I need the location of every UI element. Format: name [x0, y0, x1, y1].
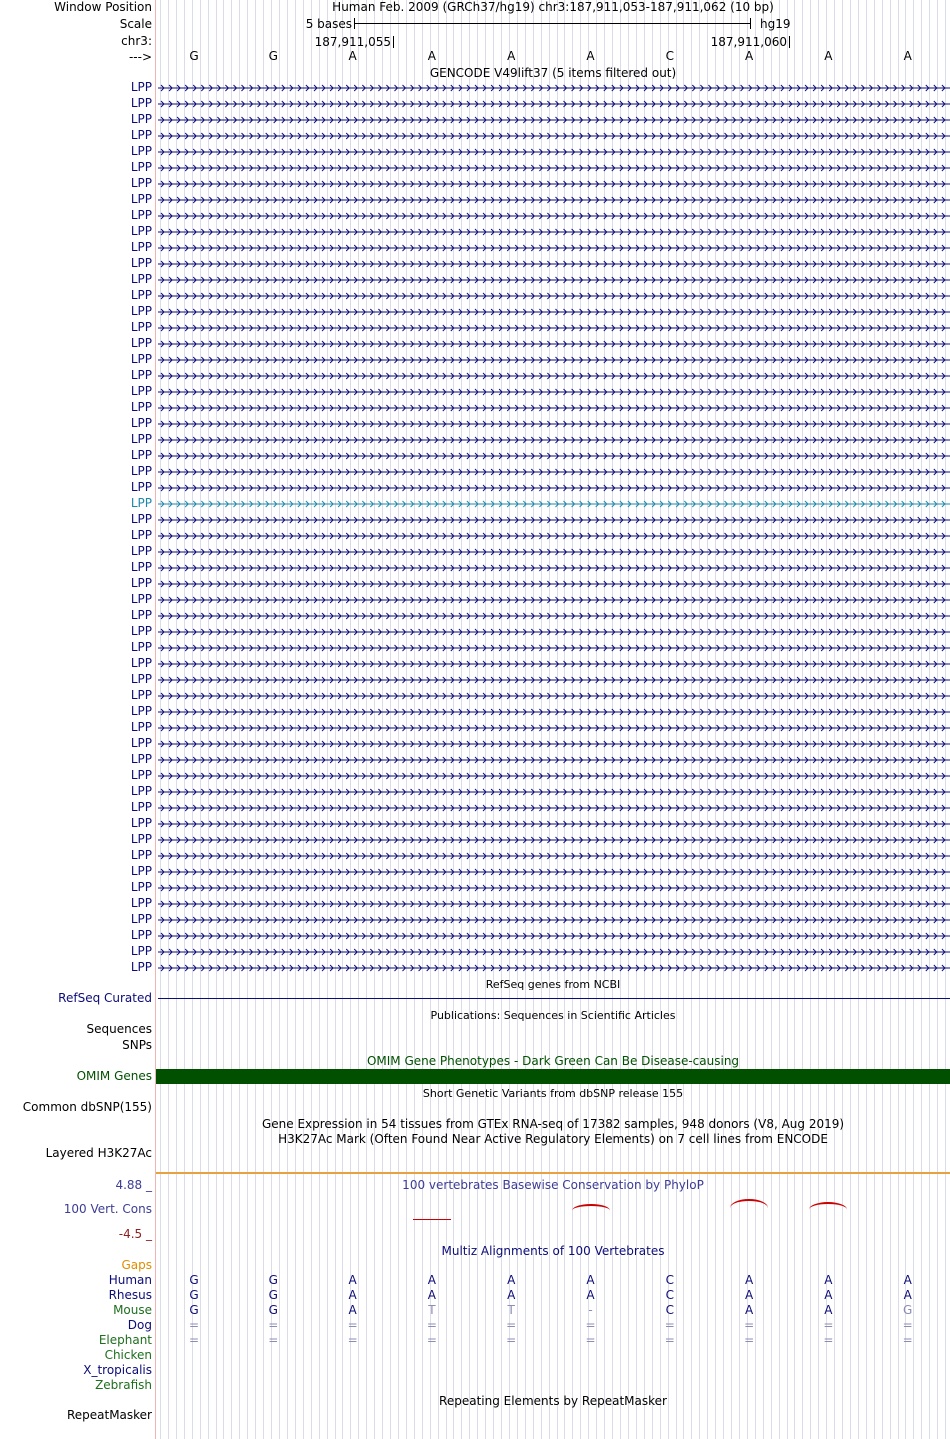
transcript-strand-arrows	[158, 324, 950, 332]
gencode-transcript-label[interactable]: LPP	[130, 784, 152, 798]
repeatmasker-track-title: Repeating Elements by RepeatMasker	[439, 1394, 667, 1408]
scale-label: Scale	[119, 17, 152, 31]
gencode-transcript-label[interactable]: LPP	[130, 832, 152, 846]
alignment-base: =	[585, 1318, 596, 1332]
species-label-elephant[interactable]: Elephant	[98, 1333, 152, 1347]
transcript-strand-arrows	[158, 244, 950, 252]
h3k27ac-track-label[interactable]: Layered H3K27Ac	[45, 1146, 152, 1160]
gencode-transcript-label[interactable]: LPP	[130, 848, 152, 862]
transcript-strand-arrows	[158, 772, 950, 780]
gencode-transcript-label[interactable]: LPP	[130, 624, 152, 638]
gencode-transcript-label[interactable]: LPP	[130, 224, 152, 238]
window-position-label: Window Position	[54, 0, 152, 14]
gtex-track-title: Gene Expression in 54 tissues from GTEx RNA-seq of 17382 samples, 948 donors (V8, Aug 2019)	[261, 1117, 845, 1131]
alignment-base: =	[823, 1318, 834, 1332]
position-left-tick	[393, 36, 394, 48]
gencode-transcript-label[interactable]: LPP	[130, 416, 152, 430]
transcript-strand-arrows	[158, 484, 950, 492]
assembly-position-line: Human Feb. 2009 (GRCh37/hg19) chr3:187,911,053-187,911,062 (10 bp)	[332, 0, 774, 14]
alignment-base: =	[902, 1333, 913, 1347]
gencode-transcript-label[interactable]: LPP	[130, 480, 152, 494]
transcript-strand-arrows	[158, 500, 950, 508]
alignment-base: =	[268, 1318, 279, 1332]
gencode-transcript[interactable]	[156, 916, 950, 932]
transcript-strand-arrows	[158, 852, 950, 860]
gencode-transcript[interactable]	[156, 500, 950, 516]
transcript-strand-arrows	[158, 164, 950, 172]
transcript-strand-arrows	[158, 564, 950, 572]
gencode-transcript[interactable]	[156, 436, 950, 452]
species-label-rhesus[interactable]: Rhesus	[108, 1288, 152, 1302]
gencode-transcript[interactable]	[156, 708, 950, 724]
dbsnp-track-title: Short Genetic Variants from dbSNP release 155	[422, 1087, 684, 1100]
gencode-transcript[interactable]	[156, 116, 950, 132]
scale-bar-left-end	[354, 18, 355, 29]
gencode-transcript-label[interactable]: LPP	[130, 720, 152, 734]
transcript-strand-arrows	[158, 388, 950, 396]
publications-track-title: Publications: Sequences in Scientific Articles	[430, 1009, 676, 1022]
transcript-strand-arrows	[158, 340, 950, 348]
gencode-transcript[interactable]	[156, 484, 950, 500]
sequence-base: A	[744, 49, 754, 63]
gencode-transcript[interactable]	[156, 676, 950, 692]
gencode-transcript-label[interactable]: LPP	[130, 944, 152, 958]
transcript-strand-arrows	[158, 884, 950, 892]
gencode-transcript-label[interactable]: LPP	[130, 432, 152, 446]
transcript-strand-arrows	[158, 292, 950, 300]
gencode-transcript-label[interactable]: LPP	[130, 192, 152, 206]
alignment-base: =	[506, 1318, 517, 1332]
alignment-base: =	[426, 1333, 437, 1347]
gencode-transcript[interactable]	[156, 180, 950, 196]
transcript-strand-arrows	[158, 804, 950, 812]
phylop-min-label: -4.5 _	[118, 1227, 152, 1241]
gencode-transcript-label[interactable]: LPP	[130, 528, 152, 542]
transcript-strand-arrows	[158, 276, 950, 284]
strand-label: --->	[128, 50, 152, 64]
transcript-strand-arrows	[158, 900, 950, 908]
alignment-base: =	[347, 1333, 358, 1347]
gencode-transcript-label[interactable]: LPP	[130, 816, 152, 830]
transcript-strand-arrows	[158, 356, 950, 364]
publications-snps-label[interactable]: SNPs	[122, 1038, 152, 1052]
gencode-transcript[interactable]	[156, 404, 950, 420]
refseq-track-label[interactable]: RefSeq Curated	[58, 991, 152, 1005]
transcript-strand-arrows	[158, 260, 950, 268]
transcript-strand-arrows	[158, 404, 950, 412]
gencode-transcript-label[interactable]: LPP	[130, 864, 152, 878]
transcript-strand-arrows	[158, 676, 950, 684]
transcript-strand-arrows	[158, 116, 950, 124]
alignment-base: A	[348, 1288, 357, 1302]
sequence-base: A	[903, 49, 912, 63]
species-label-mouse[interactable]: Mouse	[113, 1303, 152, 1317]
transcript-strand-arrows	[158, 612, 950, 620]
gencode-transcript-label[interactable]: LPP	[130, 704, 152, 718]
gencode-transcript-label[interactable]: LPP	[130, 144, 152, 158]
transcript-strand-arrows	[158, 436, 950, 444]
transcript-strand-arrows	[158, 836, 950, 844]
gencode-transcript-label[interactable]: LPP	[130, 672, 152, 686]
transcript-strand-arrows	[158, 788, 950, 796]
gencode-transcript[interactable]	[156, 372, 950, 388]
transcript-strand-arrows	[158, 180, 950, 188]
gencode-transcript[interactable]	[156, 852, 950, 868]
gencode-transcript-label[interactable]: LPP	[130, 320, 152, 334]
scale-bar-right-end	[750, 18, 751, 29]
gencode-transcript-label[interactable]: LPP	[130, 896, 152, 910]
gencode-transcript[interactable]	[156, 516, 950, 532]
alignment-base: G	[189, 1303, 199, 1317]
refseq-track-title: RefSeq genes from NCBI	[485, 978, 621, 991]
species-label-human[interactable]: Human	[108, 1273, 152, 1287]
gencode-transcript-label[interactable]: LPP	[130, 96, 152, 110]
multiz-gaps-label[interactable]: Gaps	[121, 1258, 152, 1272]
gencode-transcript[interactable]	[156, 788, 950, 804]
position-right: 187,911,060	[710, 35, 787, 49]
gencode-transcript[interactable]	[156, 948, 950, 964]
gencode-transcript-label[interactable]: LPP	[130, 592, 152, 606]
alignment-base: =	[188, 1333, 200, 1347]
gencode-transcript-label[interactable]: LPP	[130, 928, 152, 942]
transcript-strand-arrows	[158, 756, 950, 764]
sequence-base: A	[348, 49, 357, 63]
gencode-transcript[interactable]	[156, 196, 950, 212]
alignment-base: A	[348, 1273, 357, 1287]
transcript-strand-arrows	[158, 228, 950, 236]
gencode-transcript-label[interactable]: LPP	[130, 288, 152, 302]
alignment-base: G	[189, 1273, 199, 1287]
gencode-transcript-label[interactable]: LPP	[130, 496, 152, 510]
transcript-strand-arrows	[158, 820, 950, 828]
phylop-score-mark	[572, 1204, 610, 1217]
gencode-transcript-label[interactable]: LPP	[130, 912, 152, 926]
gencode-transcript-label[interactable]: LPP	[130, 544, 152, 558]
gencode-transcript[interactable]	[156, 260, 950, 276]
gencode-transcript[interactable]	[156, 84, 950, 100]
alignment-base: -	[588, 1303, 593, 1317]
transcript-strand-arrows	[158, 372, 950, 380]
gencode-transcript[interactable]	[156, 724, 950, 740]
gencode-transcript[interactable]	[156, 692, 950, 708]
alignment-base: =	[506, 1333, 517, 1347]
transcript-strand-arrows	[158, 660, 950, 668]
transcript-strand-arrows	[158, 548, 950, 556]
alignment-base: =	[585, 1333, 596, 1347]
omim-track-label[interactable]: OMIM Genes	[76, 1069, 152, 1083]
gencode-transcript[interactable]	[156, 532, 950, 548]
h3k27ac-track-title: H3K27Ac Mark (Often Found Near Active Regulatory Elements) on 7 cell lines from ENCODE	[278, 1132, 828, 1146]
gencode-transcript-label[interactable]: LPP	[130, 880, 152, 894]
multiz-track-title: Multiz Alignments of 100 Vertebrates	[441, 1244, 665, 1258]
gencode-transcript-label[interactable]: LPP	[130, 960, 152, 974]
gencode-transcript-label[interactable]: LPP	[130, 576, 152, 590]
alignment-base: A	[586, 1288, 595, 1302]
species-label-x_tropicalis[interactable]: X_tropicalis	[83, 1363, 152, 1377]
gencode-transcript-label[interactable]: LPP	[130, 240, 152, 254]
gencode-transcript[interactable]	[156, 580, 950, 596]
alignment-base: =	[744, 1318, 755, 1332]
alignment-base: A	[348, 1303, 357, 1317]
alignment-base: A	[427, 1288, 436, 1302]
position-left: 187,911,055	[314, 35, 391, 49]
transcript-strand-arrows	[158, 596, 950, 604]
transcript-strand-arrows	[158, 84, 950, 92]
transcript-strand-arrows	[158, 516, 950, 524]
alignment-base: A	[507, 1288, 516, 1302]
transcript-strand-arrows	[158, 212, 950, 220]
gencode-transcript[interactable]	[156, 420, 950, 436]
gencode-transcript[interactable]	[156, 148, 950, 164]
gencode-transcript[interactable]	[156, 628, 950, 644]
phylop-score-mark	[730, 1199, 768, 1217]
gencode-transcript[interactable]	[156, 452, 950, 468]
alignment-base: =	[664, 1333, 675, 1347]
sequence-base: A	[586, 49, 595, 63]
gencode-transcript[interactable]	[156, 740, 950, 756]
gencode-transcript[interactable]	[156, 388, 950, 404]
sequence-base: A	[507, 49, 516, 63]
gencode-transcript[interactable]	[156, 868, 950, 884]
dbsnp-track-label[interactable]: Common dbSNP(155)	[22, 1100, 152, 1114]
alignment-base: A	[903, 1288, 912, 1302]
gencode-transcript-label[interactable]: LPP	[130, 448, 152, 462]
gencode-transcript-label[interactable]: LPP	[130, 736, 152, 750]
gencode-transcript-label[interactable]: LPP	[130, 128, 152, 142]
gencode-transcript-label[interactable]: LPP	[130, 336, 152, 350]
transcript-strand-arrows	[158, 308, 950, 316]
transcript-strand-arrows	[158, 148, 950, 156]
gencode-transcript-label[interactable]: LPP	[130, 688, 152, 702]
transcript-strand-arrows	[158, 964, 950, 972]
gencode-transcript[interactable]	[156, 228, 950, 244]
gencode-transcript-label[interactable]: LPP	[130, 304, 152, 318]
gencode-transcript-label[interactable]: LPP	[130, 272, 152, 286]
transcript-strand-arrows	[158, 644, 950, 652]
alignment-base: =	[664, 1318, 675, 1332]
alignment-base: A	[744, 1288, 754, 1302]
gencode-transcript-label[interactable]: LPP	[130, 352, 152, 366]
gencode-transcript[interactable]	[156, 324, 950, 340]
refseq-gene-line[interactable]	[158, 998, 950, 999]
alignment-base: A	[427, 1273, 436, 1287]
species-label-chicken[interactable]: Chicken	[104, 1348, 152, 1362]
alignment-base: =	[268, 1333, 279, 1347]
alignment-base: G	[268, 1273, 278, 1287]
gencode-transcript[interactable]	[156, 644, 950, 660]
gencode-transcript[interactable]	[156, 900, 950, 916]
alignment-base: A	[824, 1303, 833, 1317]
gencode-transcript-label[interactable]: LPP	[130, 800, 152, 814]
alignment-base: A	[903, 1273, 912, 1287]
track-data-area[interactable]	[156, 0, 950, 1439]
alignment-base: A	[824, 1288, 833, 1302]
transcript-strand-arrows	[158, 868, 950, 876]
omim-gene-bar[interactable]	[156, 1069, 950, 1084]
gencode-transcript-label[interactable]: LPP	[130, 112, 152, 126]
transcript-strand-arrows	[158, 452, 950, 460]
phylop-track-label[interactable]: 100 Vert. Cons	[63, 1202, 152, 1216]
gencode-transcript[interactable]	[156, 660, 950, 676]
gencode-transcript-label[interactable]: LPP	[130, 752, 152, 766]
gencode-transcript-label[interactable]: LPP	[130, 208, 152, 222]
sequence-base: A	[824, 49, 833, 63]
alignment-base: G	[189, 1288, 199, 1302]
transcript-strand-arrows	[158, 580, 950, 588]
alignment-base: =	[744, 1333, 755, 1347]
scale-assembly-label: hg19	[760, 17, 791, 31]
alignment-base: =	[426, 1318, 437, 1332]
alignment-base: A	[586, 1273, 595, 1287]
transcript-strand-arrows	[158, 916, 950, 924]
gencode-transcript[interactable]	[156, 772, 950, 788]
transcript-strand-arrows	[158, 100, 950, 108]
phylop-score-mark	[413, 1215, 451, 1220]
transcript-strand-arrows	[158, 708, 950, 716]
gencode-transcript[interactable]	[156, 132, 950, 148]
publications-sequences-label[interactable]: Sequences	[86, 1022, 152, 1036]
sequence-base: C	[665, 49, 674, 63]
omim-track-title: OMIM Gene Phenotypes - Dark Green Can Be Disease-causing	[366, 1054, 740, 1068]
repeatmasker-track-label[interactable]: RepeatMasker	[66, 1408, 152, 1422]
gencode-transcript[interactable]	[156, 244, 950, 260]
track-label-column	[0, 0, 155, 1439]
scale-bar-label: 5 bases	[305, 17, 352, 31]
alignment-base: G	[903, 1303, 913, 1317]
gencode-transcript-label[interactable]: LPP	[130, 368, 152, 382]
gencode-transcript-label[interactable]: LPP	[130, 640, 152, 654]
transcript-strand-arrows	[158, 420, 950, 428]
transcript-strand-arrows	[158, 132, 950, 140]
gencode-transcript-label[interactable]: LPP	[130, 656, 152, 670]
gencode-transcript[interactable]	[156, 164, 950, 180]
gencode-transcript[interactable]	[156, 212, 950, 228]
alignment-base: =	[347, 1318, 358, 1332]
alignment-base: C	[665, 1303, 674, 1317]
gencode-transcript[interactable]	[156, 308, 950, 324]
phylop-track-title: 100 vertebrates Basewise Conservation by PhyloP	[402, 1178, 704, 1192]
gencode-transcript[interactable]	[156, 756, 950, 772]
gencode-transcript-label[interactable]: LPP	[130, 608, 152, 622]
alignment-base: A	[744, 1303, 754, 1317]
gencode-transcript[interactable]	[156, 468, 950, 484]
gencode-transcript[interactable]	[156, 276, 950, 292]
gencode-transcript[interactable]	[156, 612, 950, 628]
alignment-base: =	[188, 1318, 200, 1332]
gencode-transcript-label[interactable]: LPP	[130, 464, 152, 478]
gencode-transcript-label[interactable]: LPP	[130, 560, 152, 574]
chrom-label: chr3:	[121, 34, 152, 48]
gencode-transcript-label[interactable]: LPP	[130, 384, 152, 398]
sequence-base: G	[268, 49, 278, 63]
alignment-base: C	[665, 1273, 674, 1287]
alignment-base: A	[744, 1273, 754, 1287]
gencode-transcript[interactable]	[156, 548, 950, 564]
transcript-strand-arrows	[158, 740, 950, 748]
transcript-strand-arrows	[158, 196, 950, 204]
gencode-transcript-label[interactable]: LPP	[130, 768, 152, 782]
position-right-tick	[789, 36, 790, 48]
alignment-base: C	[665, 1288, 674, 1302]
gencode-transcript[interactable]	[156, 292, 950, 308]
gencode-track-title: GENCODE V49lift37 (5 items filtered out)	[429, 66, 677, 80]
transcript-strand-arrows	[158, 692, 950, 700]
gencode-transcript-label[interactable]: LPP	[130, 512, 152, 526]
alignment-base: =	[823, 1333, 834, 1347]
sequence-base: A	[427, 49, 436, 63]
gencode-transcript[interactable]	[156, 932, 950, 948]
transcript-strand-arrows	[158, 948, 950, 956]
gencode-transcript[interactable]	[156, 564, 950, 580]
alignment-base: T	[507, 1303, 515, 1317]
species-label-dog[interactable]: Dog	[127, 1318, 152, 1332]
gencode-transcript[interactable]	[156, 836, 950, 852]
gencode-transcript-label[interactable]: LPP	[130, 256, 152, 270]
alignment-base: A	[507, 1273, 516, 1287]
gencode-transcript-label[interactable]: LPP	[130, 400, 152, 414]
alignment-base: A	[824, 1273, 833, 1287]
transcript-strand-arrows	[158, 628, 950, 636]
alignment-base: =	[902, 1318, 913, 1332]
gencode-transcript[interactable]	[156, 804, 950, 820]
gencode-transcript[interactable]	[156, 340, 950, 356]
alignment-base: T	[428, 1303, 436, 1317]
gencode-transcript[interactable]	[156, 100, 950, 116]
gencode-transcript[interactable]	[156, 596, 950, 612]
transcript-strand-arrows	[158, 468, 950, 476]
transcript-strand-arrows	[158, 724, 950, 732]
phylop-score-mark	[809, 1202, 847, 1217]
gencode-transcript[interactable]	[156, 820, 950, 836]
transcript-strand-arrows	[158, 532, 950, 540]
gencode-transcript[interactable]	[156, 884, 950, 900]
gencode-transcript-label[interactable]: LPP	[130, 176, 152, 190]
gencode-transcript-label[interactable]: LPP	[130, 80, 152, 94]
transcript-strand-arrows	[158, 932, 950, 940]
gencode-transcript-label[interactable]: LPP	[130, 160, 152, 174]
phylop-max-label: 4.88 _	[115, 1178, 152, 1192]
alignment-base: G	[268, 1303, 278, 1317]
h3k27ac-signal-line	[156, 1172, 950, 1174]
scale-bar	[354, 23, 750, 24]
gencode-transcript[interactable]	[156, 356, 950, 372]
alignment-base: G	[268, 1288, 278, 1302]
sequence-base: G	[189, 49, 199, 63]
species-label-zebrafish[interactable]: Zebrafish	[95, 1378, 152, 1392]
